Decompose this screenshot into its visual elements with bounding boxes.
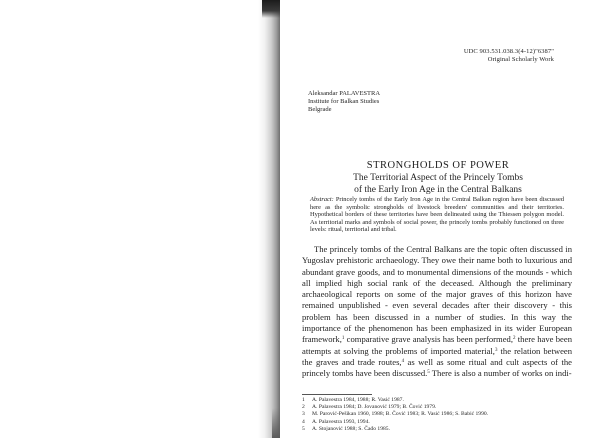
title-subtitle-line-2: of the Early Iron Age in the Central Balkans: [354, 185, 522, 195]
body-paragraph: [302, 244, 572, 380]
footnote-item: [302, 411, 572, 418]
footnote-ref-1[interactable]: 1: [341, 336, 345, 342]
footnote-text: A. Stojanović 1988; S. Čađo 1985.: [312, 425, 391, 432]
book-binding-gutter: [258, 0, 280, 438]
body-text: [302, 244, 572, 380]
left-blank-page: [0, 0, 268, 438]
footnote-number: 4: [302, 418, 305, 425]
body-text-segment: as well as some ritual and cult aspects of the princely tombs have been discussed.: [302, 356, 572, 379]
footnote-text: A. Palavestra 1984; D. Jovanović 1979; B. Čović 1979.: [312, 404, 437, 411]
work-category: Original Scholarly Work: [487, 56, 554, 63]
author-name: Aleksandar PALAVESTRA: [308, 90, 381, 97]
footnote-text: M. Parović-Pešikan 1960, 1988; B. Čović 1983; R. Vasić 1986; S. Babić 1990.: [312, 411, 489, 418]
article-title: [298, 160, 578, 196]
binding-shadow-top: [262, 0, 282, 18]
footnotes: [302, 394, 572, 433]
author-block: [308, 90, 380, 114]
footnote-item: [302, 419, 572, 426]
footnote-ref-2[interactable]: 2: [512, 336, 516, 342]
author-city: Belgrade: [308, 106, 332, 113]
footnote-number: 5: [302, 425, 305, 432]
body-text-segment: The princely tombs of the Central Balkans are the topic often discussed in Yugoslav prehistoric archaeology. They owe their name both to luxurious and abundant grave goods, and to monumental dimensions of the mounds - which all implied high social rank of the deceased. Although the preliminary archaeological reports on some of the major graves of this horizon have remained unpublished - even several decades after their discovery - this problem has been discussed in a number of studies. In this way the importance of the phenomenon has been emphasized in its wider European framework,: [302, 244, 572, 345]
footnote-ref-3[interactable]: 3: [494, 347, 498, 353]
footnote-item: [302, 426, 572, 433]
body-text-segment: the relation between the graves and trade routes,: [302, 345, 572, 367]
body-text-segment: comparative grave analysis has been performed,: [344, 334, 513, 345]
title-subtitle-line-1: The Territorial Aspect of the Princely Tombs: [353, 173, 523, 183]
footnote-number: 2: [302, 404, 305, 411]
right-page: [280, 0, 600, 438]
footnote-number: 1: [302, 397, 305, 403]
footnote-number: 3: [302, 411, 305, 418]
abstract-text: Princely tombs of the Early Iron Age in the Central Balkan region have been discussed here as the symbolic strongholds of livestock breeders' communities and their territories. Hypothetical borders of these territories have been delineated using the Thiessen polygon model. As territorial marks and symbols of social power, the princely tombs probably functioned on three levels: ritual, territorial and tribal.: [310, 196, 564, 234]
udc-code: UDC 903.531.038.3(4-12)"6387": [463, 48, 554, 55]
title-main: STRONGHOLDS OF POWER: [366, 160, 510, 171]
footnote-ref-4[interactable]: 4: [401, 358, 405, 364]
footnote-text: A. Palavestra 1993, 1994.: [312, 418, 370, 425]
footnote-ref-5[interactable]: 5: [427, 370, 430, 376]
body-text-segment: there have been attempts at solving the problems of imported material,: [302, 334, 572, 356]
author-institute: Institute for Balkan Studies: [308, 98, 380, 105]
abstract-label: Abstract:: [310, 196, 334, 203]
footnote-text: A. Palavestra 1984, 1988; R. Vasić 1987.: [312, 397, 404, 403]
footnote-divider: [302, 394, 372, 395]
body-text-segment: There is also a number of works on indi-: [429, 368, 572, 379]
abstract: [310, 196, 564, 234]
classification-header: [464, 48, 554, 64]
